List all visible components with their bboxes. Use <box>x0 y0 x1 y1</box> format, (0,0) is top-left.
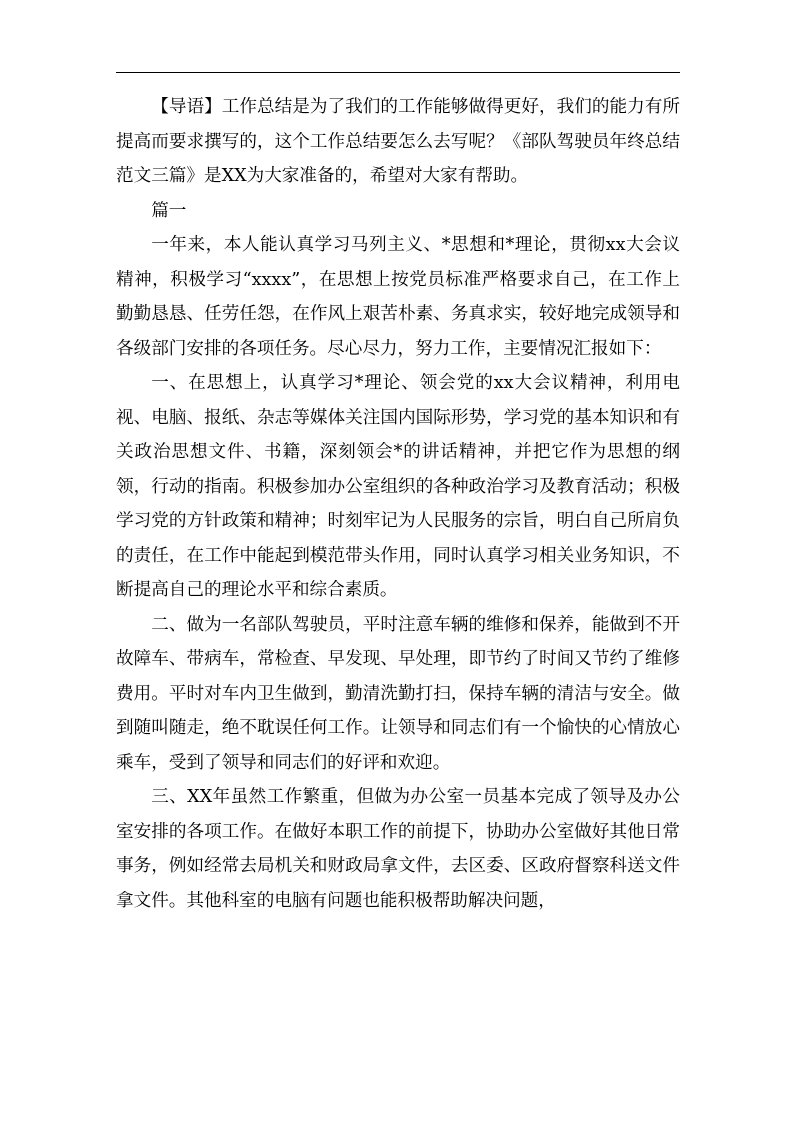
body-paragraph-summary: 一年来，本人能认真学习马列主义、*思想和*理论，贯彻xx大会议精神，积极学习“xxxx”，在思想上按党员标准严格要求自己，在工作上勤勤恳恳、任劳任怨，在作风上艰苦朴素、务真求实，较好地完成领导和各级部门安排的各项任务。尽心尽力，努力工作，主要情况汇报如下： <box>116 235 680 359</box>
header-rule <box>116 72 680 73</box>
body-paragraph-point-3: 三、XX年虽然工作繁重，但做为办公室一员基本完成了领导及办公室安排的各项工作。在做好本职工作的前提下，协助办公室做好其他日常事务，例如经常去局机关和财政局拿文件，去区委、区政府督察科送文件拿文件。其他科室的电脑有问题也能积极帮助解决问题， <box>116 787 680 911</box>
intro-paragraph: 【导语】工作总结是为了我们的工作能够做得更好，我们的能力有所提高而要求撰写的，这个工作总结要怎么去写呢？《部队驾驶员年终总结范文三篇》是XX为大家准备的，希望对大家有帮助。 <box>116 97 680 186</box>
document-body <box>116 90 680 918</box>
body-paragraph-point-2: 二、做为一名部队驾驶员，平时注意车辆的维修和保养，能做到不开故障车、带病车，常检查、早发现、早处理，即节约了时间又节约了维修费用。平时对车内卫生做到，勤清洗勤打扫，保持车辆的清洁与安全。做到随叫随走，绝不耽误任何工作。让领导和同志们有一个愉快的心情放心乘车，受到了领导和同志们的好评和欢迎。 <box>116 614 680 773</box>
section-heading: 篇一 <box>151 200 187 221</box>
body-paragraph-point-1: 一、在思想上，认真学习*理论、领会党的xx大会议精神，利用电视、电脑、报纸、杂志等媒体关注国内国际形势，学习党的基本知识和有关政治思想文件、书籍，深刻领会*的讲话精神，并把它作为思想的纲领，行动的指南。积极参加办公室组织的各种政治学习及教育活动；积极学习党的方针政策和精神；时刻牢记为人民服务的宗旨，明白自己所肩负的责任，在工作中能起到模范带头作用，同时认真学习相关业务知识，不断提高自己的理论水平和综合素质。 <box>116 373 680 600</box>
